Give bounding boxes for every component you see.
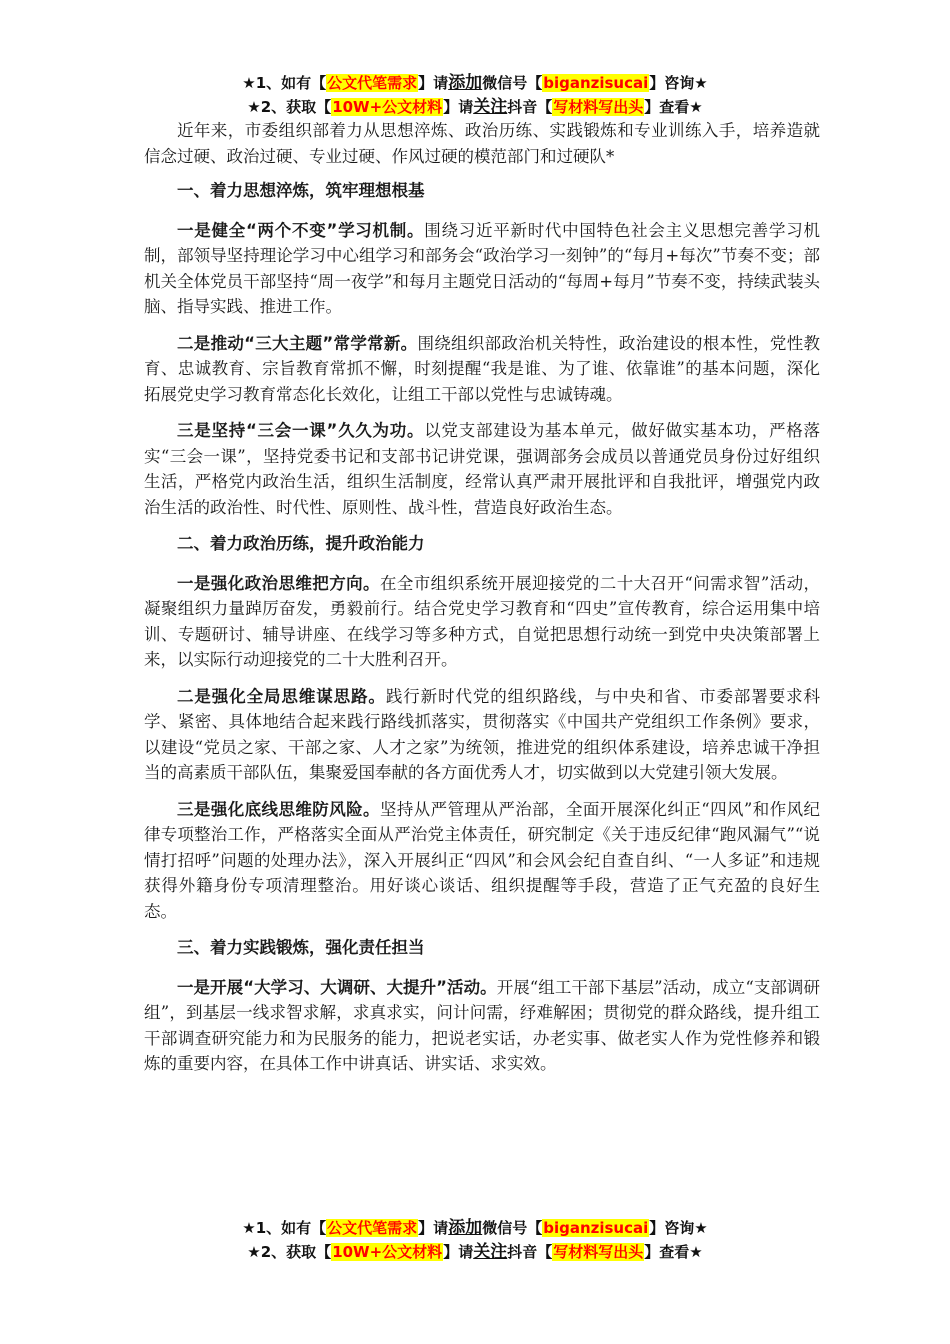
banner-underlined: 添加 [448, 1218, 483, 1238]
banner-text: ★1、如有【 [242, 74, 327, 92]
banner-highlight: 公文代笔需求 [327, 74, 418, 92]
paragraph-text: 践行新时代党的组织路线，与中央和省、市委部署要求科学、紧密、具体地结合起来践行路线抓落实，贯彻落实《中国共产党组织工作条例》要求，以建设“党员之家、干部之家、人才之家”为统领，推进党的组织体系建设，培养忠诚干净担当的高素质干部队伍，集聚爱国奉献的各方面优秀人才，切实做到以大党建引领大发展。 [144, 686, 821, 782]
paragraph-lead: 一是健全“两个不变”学习机制。 [177, 220, 425, 240]
body-paragraph [144, 571, 820, 673]
paragraph-text: 在全市组织系统开展迎接党的二十大召开“问需求智”活动，凝聚组织力量踔厉奋发，勇毅前行。结合党史学习教育和“四史”宣传教育，综合运用集中培训、专题研讨、辅导讲座、在线学习等多种方式，自觉把思想行动统一到党中央决策部署上来，以实际行动迎接党的二十大胜利召开。 [144, 573, 820, 669]
header-banner-line-1 [0, 71, 950, 95]
banner-text: ★1、如有【 [242, 1219, 327, 1237]
document-body [144, 118, 820, 1088]
banner-underlined: 关注 [473, 1242, 508, 1262]
body-paragraph [144, 331, 820, 408]
banner-highlight: 写材料写出头 [553, 98, 644, 116]
section-heading: 二、着力政治历练，提升政治能力 [177, 534, 425, 553]
banner-text: 】查看★ [644, 1243, 703, 1261]
banner-underlined: 关注 [473, 97, 508, 117]
banner-text: 微信号【 [482, 74, 543, 92]
banner-text: 抖音【 [507, 98, 553, 116]
body-paragraph [144, 684, 820, 786]
footer-banner-line-1 [0, 1216, 950, 1240]
paragraph-lead: 二是强化全局思维谋思路。 [177, 686, 386, 706]
banner-highlight: 公文代笔需求 [327, 1219, 418, 1237]
body-paragraph [144, 418, 820, 520]
header-banner [0, 71, 950, 119]
section-heading: 一、着力思想淬炼，筑牢理想根基 [177, 181, 425, 200]
body-paragraph [144, 975, 820, 1077]
banner-highlight: 10W+公文材料 [332, 1243, 443, 1261]
paragraph-lead: 二是推动“三大主题”常学常新。 [177, 333, 418, 353]
paragraph-text: 以党支部建设为基本单元，做好做实基本功，严格落实“三会一课”，坚持党委书记和支部书记讲党课，强调部务会成员以普通党员身份过好组织生活，严格党内政治生活，组织生活制度，经常认真严肃开展批评和自我批评，增强党内政治生活的政治性、时代性、原则性、战斗性，营造良好政治生态。 [144, 421, 820, 517]
body-paragraph [144, 218, 820, 320]
paragraph-lead: 一是强化政治思维把方向。 [177, 573, 380, 593]
intro-paragraph: 近年来，市委组织部着力从思想淬炼、政治历练、实践锻炼和专业训练入手，培养造就信念过硬、政治过硬、专业过硬、作风过硬的模范部门和过硬队* [144, 121, 820, 166]
paragraph-lead: 一是开展“大学习、大调研、大提升”活动。 [177, 977, 497, 997]
banner-highlight: biganzisucai [543, 1219, 649, 1237]
banner-text: 】查看★ [644, 98, 703, 116]
banner-text: ★2、获取【 [247, 98, 332, 116]
banner-text: ★2、获取【 [247, 1243, 332, 1261]
banner-text: 】咨询★ [649, 1219, 708, 1237]
paragraph-text: 开展“组工干部下基层”活动，成立“支部调研组”，到基层一线求智求解，求真求实，问计问需，纾难解困；贯彻党的群众路线，提升组工干部调查研究能力和为民服务的能力，把说老实话，办老实事、做老实人作为党性修养和锻炼的重要内容，在具体工作中讲真话、讲实话、求实效。 [144, 977, 820, 1073]
banner-text: 】请 [443, 98, 474, 116]
paragraph-text: 坚持从严管理从严治部，全面开展深化纠正“四风”和作风纪律专项整治工作，严格落实全面从严治党主体责任，研究制定《关于违反纪律“跑风漏气”“说情打招呼”问题的处理办法》，深入开展纠正“四风”和会风会纪自查自纠、“一人多证”和违规获得外籍身份专项清理整治。用好谈心谈话、组织提醒等手段，营造了正气充盈的良好生态。 [144, 799, 820, 921]
paragraph-text: 围绕习近平新时代中国特色社会主义思想完善学习机制，部领导坚持理论学习中心组学习和部务会“政治学习一刻钟”的“每月+每次”节奏不变；部机关全体党员干部坚持“周一夜学”和每月主题党日活动的“每周+每月”节奏不变，持续武装头脑、指导实践、推进工作。 [144, 220, 820, 316]
paragraph-text: 围绕组织部政治机关特性，政治建设的根本性，党性教育、忠诚教育、宗旨教育常抓不懈，时刻提醒“我是谁、为了谁、依靠谁”的基本问题，深化拓展党史学习教育常态化长效化，让组工干部以党性与忠诚铸魂。 [144, 333, 820, 404]
body-paragraph [144, 797, 820, 925]
banner-text: 微信号【 [482, 1219, 543, 1237]
banner-text: 】请 [418, 74, 449, 92]
banner-highlight: 10W+公文材料 [332, 98, 443, 116]
banner-highlight: biganzisucai [543, 74, 649, 92]
banner-text: 】请 [418, 1219, 449, 1237]
banner-highlight: 写材料写出头 [553, 1243, 644, 1261]
banner-underlined: 添加 [448, 73, 483, 93]
section-heading: 三、着力实践锻炼，强化责任担当 [177, 938, 425, 957]
footer-banner [0, 1216, 950, 1264]
banner-text: 抖音【 [507, 1243, 553, 1261]
paragraph-lead: 三是强化底线思维防风险。 [177, 799, 380, 819]
banner-text: 】咨询★ [649, 74, 708, 92]
paragraph-lead: 三是坚持“三会一课”久久为功。 [177, 421, 425, 440]
footer-banner-line-2 [0, 1240, 950, 1264]
banner-text: 】请 [443, 1243, 474, 1261]
header-banner-line-2 [0, 95, 950, 119]
